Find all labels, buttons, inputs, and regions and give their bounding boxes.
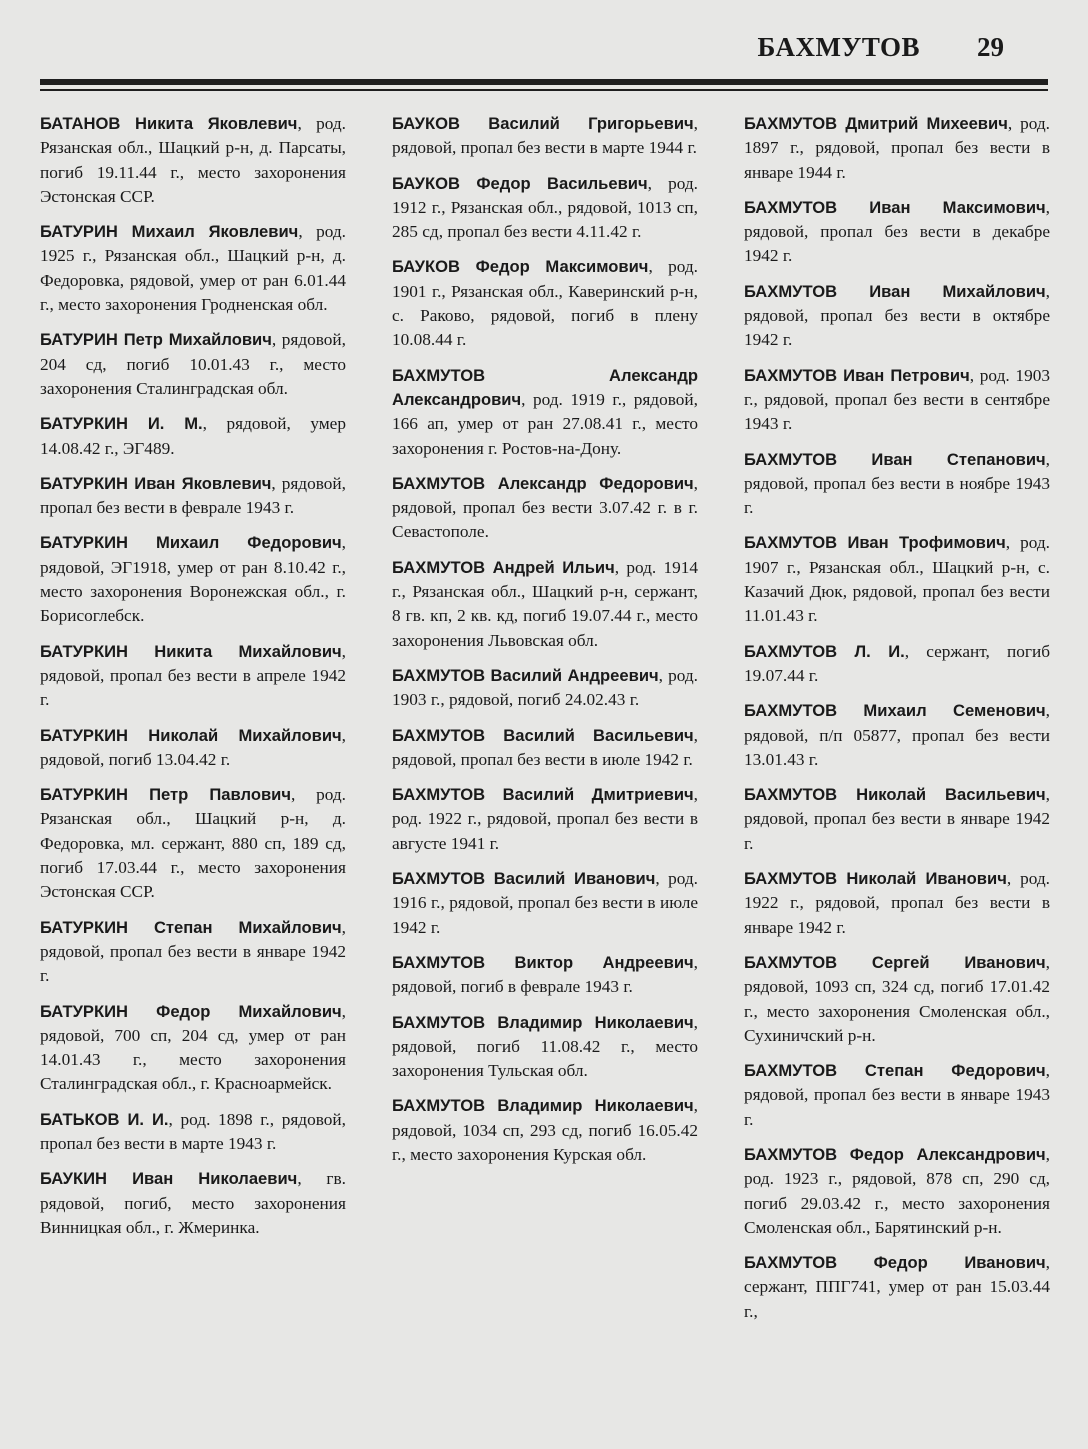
- entry: [744, 1251, 1050, 1324]
- entry-details: , род. 1912 г., Рязанская обл., рядовой, 1013 сп, 285 сд, пропал без вести 4.11.42 г.: [392, 173, 698, 242]
- entry-name: БАХМУТОВ Иван Михайлович: [744, 281, 1046, 301]
- entry-name: БАТУРИН Петр Михайлович: [40, 330, 272, 350]
- entry-name: БАТАНОВ Никита Яковлевич: [40, 114, 298, 133]
- entry-name: БАХМУТОВ Иван Максимович: [744, 197, 1046, 217]
- entry-name: БАХМУТОВ Александр Александрович: [392, 365, 698, 409]
- entry: [392, 783, 698, 856]
- entry: [40, 112, 346, 209]
- entry: [40, 328, 346, 401]
- entry-details: , род. Рязанская обл., Шацкий р-н, д. Федоровка, мл. сержант, 880 сп, 189 сд, погиб 17.03.44 г., место захоронения Эстонская ССР.: [40, 785, 346, 902]
- entry-details: , рядовой, 700 сп, 204 сд, умер от ран 14.01.43 г., место захоронения Сталинградская обл., г. Красноармейск.: [40, 1001, 346, 1094]
- entry-details: , рядовой, пропал без вести в ноябре 1943 г.: [744, 449, 1050, 518]
- entry: [392, 472, 698, 545]
- entry: [40, 1167, 346, 1240]
- running-title: БАХМУТОВ: [757, 32, 920, 62]
- entry-details: , род. 1897 г., рядовой, пропал без вести в январе 1944 г.: [744, 114, 1050, 182]
- entry: [392, 724, 698, 773]
- entry: [744, 1143, 1050, 1240]
- entry: [40, 1108, 346, 1157]
- entry: [392, 951, 698, 1000]
- entry: [40, 412, 346, 461]
- entry-details: , род. 1901 г., Рязанская обл., Каверинский р-н, с. Раково, рядовой, погиб в плену 10.08.44 г.: [392, 257, 698, 350]
- entry-name: БАУКОВ Федор Васильевич: [392, 173, 648, 193]
- entry-details: , рядовой, умер 14.08.42 г., ЭГ489.: [40, 414, 346, 458]
- entry-name: БАТУРКИН Петр Павлович: [40, 785, 291, 805]
- entry-details: , род. 1925 г., Рязанская обл., Шацкий р-н, д. Федоровка, рядовой, умер от ран 6.01.44 г., место захоронения Гродненская обл.: [40, 222, 346, 315]
- entry-details: , род. Рязанская обл., Шацкий р-н, д. Парсаты, погиб 19.11.44 г., место захоронения Эстонская ССР.: [40, 114, 346, 206]
- entry-name: БАУКОВ Василий Григорьевич: [392, 114, 694, 133]
- entry-name: БАХМУТОВ Александр Федорович: [392, 473, 694, 493]
- entry: [392, 112, 698, 161]
- entry-details: , рядовой, пропал без вести в апреле 1942 г.: [40, 641, 346, 710]
- entry-name: БАХМУТОВ Василий Иванович: [392, 869, 656, 889]
- entry-details: , рядовой, п/п 05877, пропал без вести 13.01.43 г.: [744, 701, 1050, 769]
- column-3: [744, 112, 1050, 1412]
- entry-details: , рядовой, ЭГ1918, умер от ран 8.10.42 г., место захоронения Воронежская обл., г. Борисоглебск.: [40, 533, 346, 626]
- entry: [744, 448, 1050, 521]
- entry: [744, 1059, 1050, 1132]
- entry: [392, 556, 698, 653]
- entry: [392, 867, 698, 940]
- page-number: 29: [977, 32, 1004, 62]
- entry-name: БАХМУТОВ Л. И.: [744, 641, 905, 661]
- entry-name: БАХМУТОВ Иван Трофимович: [744, 533, 1006, 553]
- entry-name: БАХМУТОВ Василий Васильевич: [392, 725, 694, 745]
- entry-details: , род. 1919 г., рядовой, 166 ап, умер от ран 27.08.41 г., место захоронения г. Ростов-на-Дону.: [392, 389, 698, 458]
- page-header: [0, 0, 1088, 100]
- entry: [744, 783, 1050, 856]
- entry-name: БАХМУТОВ Владимир Николаевич: [392, 1096, 694, 1116]
- entry-details: , рядовой, пропал без вести в феврале 1943 г.: [40, 473, 346, 518]
- entry-name: БАХМУТОВ Василий Андреевич: [392, 665, 659, 685]
- entry-details: , род. 1907 г., Рязанская обл., Шацкий р-н, с. Казачий Дюк, рядовой, пропал без вести 11.01.43 г.: [744, 533, 1050, 626]
- entry-details: , рядовой, 1093 сп, 324 сд, погиб 17.01.42 г., место захоронения Смоленская обл., Сухиничский р-н.: [744, 952, 1050, 1045]
- entry-details: , рядовой, погиб в феврале 1943 г.: [392, 952, 698, 997]
- entry-name: БАУКОВ Федор Максимович: [392, 257, 649, 277]
- entry-details: , род. 1923 г., рядовой, 878 сп, 290 сд, погиб 29.03.42 г., место захоронения Смоленская обл., Барятинский р-н.: [744, 1144, 1050, 1237]
- entry-details: , род. 1922 г., рядовой, пропал без вести в январе 1942 г.: [744, 869, 1050, 937]
- entry-name: БАХМУТОВ Николай Иванович: [744, 869, 1007, 889]
- entry-details: , род. 1916 г., рядовой, пропал без вести в июле 1942 г.: [392, 869, 698, 937]
- entry-details: , рядовой, погиб 11.08.42 г., место захоронения Тульская обл.: [392, 1012, 698, 1081]
- entry-details: , род. 1914 г., Рязанская обл., Шацкий р-н, сержант, 8 гв. кп, 2 кв. кд, погиб 19.07.44 г., место захоронения Львовская обл.: [392, 557, 699, 650]
- entry: [744, 867, 1050, 940]
- entry-name: БАХМУТОВ Дмитрий Михеевич: [744, 114, 1008, 133]
- entry-name: БАХМУТОВ Василий Дмитриевич: [392, 785, 694, 805]
- entry-name: БАХМУТОВ Федор Александрович: [744, 1144, 1046, 1164]
- entry-details: , рядовой, пропал без вести в январе 1942 г.: [40, 917, 346, 986]
- entry-name: БАХМУТОВ Андрей Ильич: [392, 557, 615, 577]
- entry-name: БАХМУТОВ Николай Васильевич: [744, 785, 1046, 805]
- entry: [392, 255, 698, 352]
- entry-name: БАХМУТОВ Виктор Андреевич: [392, 952, 694, 972]
- entry-name: БАТУРКИН Иван Яковлевич: [40, 473, 272, 493]
- entry: [744, 112, 1050, 185]
- entry-name: БАТЬКОВ И. И.: [40, 1109, 169, 1129]
- entry-name: БАТУРКИН И. М.: [40, 414, 203, 434]
- column-1: [40, 112, 346, 1412]
- entry-details: , рядовой, 1034 сп, 293 сд, погиб 16.05.42 г., место захоронения Курская обл.: [392, 1096, 698, 1164]
- entry-name: БАХМУТОВ Федор Иванович: [744, 1253, 1046, 1273]
- entry-details: , сержант, погиб 19.07.44 г.: [744, 641, 1050, 685]
- entry-details: , род. 1898 г., рядовой, пропал без вести в марте 1943 г.: [40, 1109, 346, 1153]
- entry-details: , рядовой, пропал без вести в январе 1942 г.: [744, 785, 1050, 853]
- entry-name: БАТУРКИН Михаил Федорович: [40, 533, 342, 553]
- entry-details: , рядовой, 204 сд, погиб 10.01.43 г., место захоронения Сталинградская обл.: [40, 330, 347, 398]
- entry: [40, 472, 346, 521]
- entry-name: БАТУРИН Михаил Яковлевич: [40, 222, 299, 242]
- entry: [40, 783, 346, 904]
- entry-name: БАХМУТОВ Иван Степанович: [744, 449, 1046, 469]
- entry: [744, 699, 1050, 772]
- entry-name: БАХМУТОВ Михаил Семенович: [744, 701, 1046, 721]
- entry: [744, 280, 1050, 353]
- entry-name: БАТУРКИН Никита Михайлович: [40, 641, 342, 661]
- entry-name: БАХМУТОВ Сергей Иванович: [744, 952, 1046, 972]
- entry-name: БАХМУТОВ Владимир Николаевич: [392, 1012, 694, 1032]
- entry: [392, 172, 698, 245]
- entry-name: БАХМУТОВ Степан Федорович: [744, 1061, 1046, 1081]
- entry-name: БАТУРКИН Николай Михайлович: [40, 725, 342, 745]
- entry-details: , рядовой, пропал без вести в январе 1943 г.: [744, 1061, 1050, 1129]
- entry-details: , сержант, ППГ741, умер от ран 15.03.44 г.,: [744, 1253, 1050, 1321]
- entry: [744, 364, 1050, 437]
- entry-name: БАТУРКИН Степан Михайлович: [40, 917, 342, 937]
- entry-details: , рядовой, погиб 13.04.42 г.: [40, 725, 346, 769]
- entry: [40, 640, 346, 713]
- entry: [744, 196, 1050, 269]
- text-columns: [40, 112, 1050, 1412]
- entry: [392, 364, 698, 461]
- entry-name: БАУКИН Иван Николаевич: [40, 1169, 298, 1189]
- entry-details: , рядовой, пропал без вести 3.07.42 г. в г. Севастополе.: [392, 473, 698, 542]
- column-2: [392, 112, 698, 1412]
- entry-details: , рядовой, пропал без вести в октябре 1942 г.: [744, 281, 1050, 350]
- entry-details: , рядовой, пропал без вести в марте 1944 г.: [392, 114, 698, 158]
- entry: [392, 664, 698, 713]
- entry: [40, 531, 346, 628]
- entry: [40, 916, 346, 989]
- header-rule-thick: [40, 79, 1048, 85]
- header-rule-thin: [40, 89, 1048, 91]
- entry: [40, 220, 346, 317]
- entry-details: , рядовой, пропал без вести в июле 1942 г.: [392, 725, 698, 769]
- entry-name: БАТУРКИН Федор Михайлович: [40, 1001, 342, 1021]
- entry-details: , род. 1903 г., рядовой, погиб 24.02.43 г.: [392, 665, 698, 710]
- entry: [40, 1000, 346, 1097]
- entry: [392, 1011, 698, 1084]
- entry-details: , гв. рядовой, погиб, место захоронения Винницкая обл., г. Жмеринка.: [40, 1169, 346, 1237]
- entry-name: БАХМУТОВ Иван Петрович: [744, 365, 970, 385]
- entry: [392, 1094, 698, 1167]
- entry-details: , род. 1922 г., рядовой, пропал без вести в августе 1941 г.: [392, 785, 698, 853]
- entry: [744, 640, 1050, 689]
- entry-details: , рядовой, пропал без вести в декабре 1942 г.: [744, 197, 1050, 266]
- entry: [40, 724, 346, 773]
- entry: [744, 951, 1050, 1048]
- entry: [744, 531, 1050, 628]
- entry-details: , род. 1903 г., рядовой, пропал без вести в сентябре 1943 г.: [744, 365, 1050, 434]
